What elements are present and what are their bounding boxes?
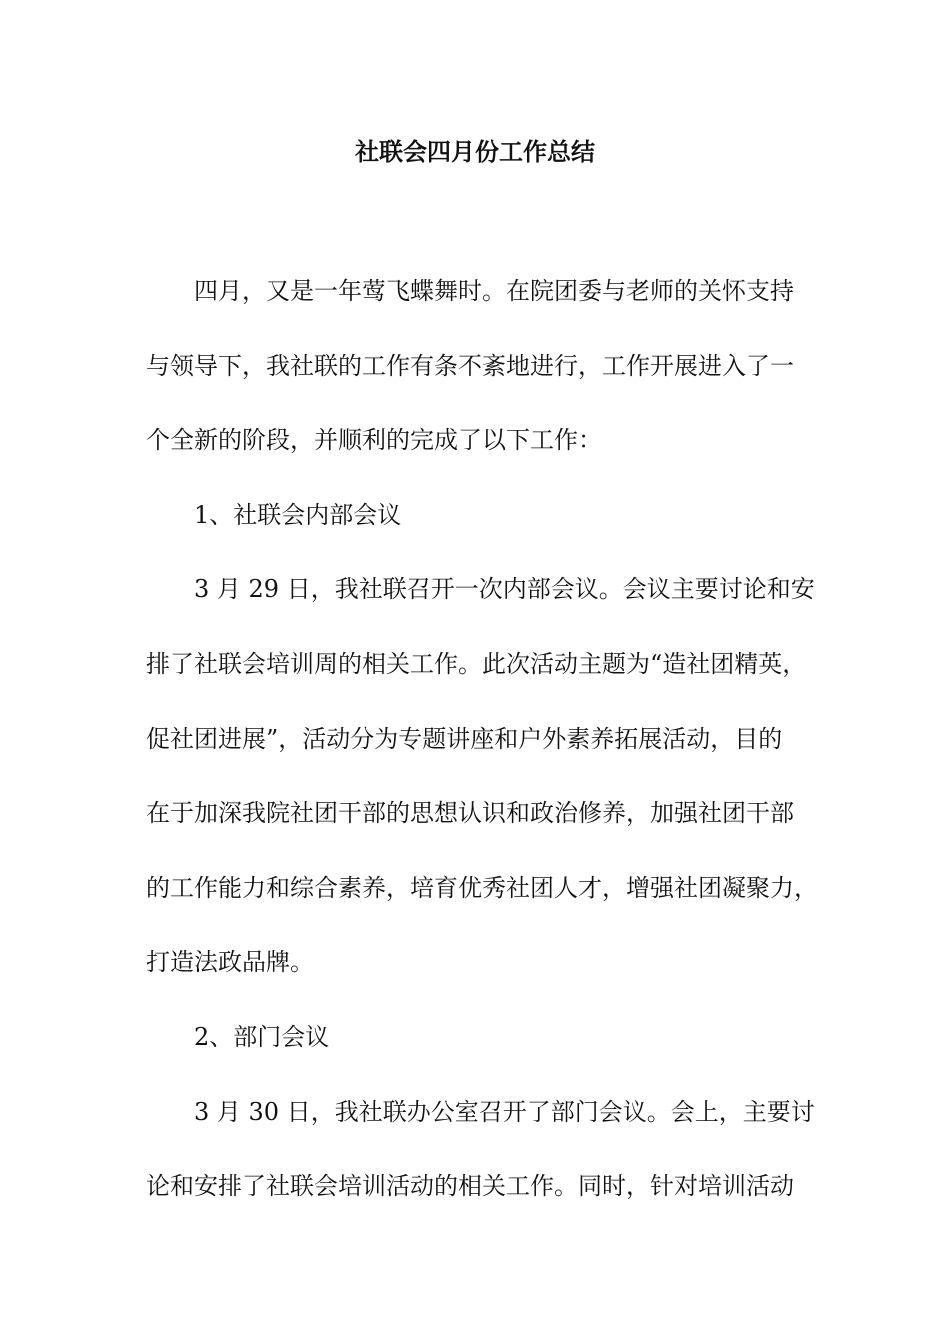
body-line-10: 打造法政品牌。 bbox=[146, 948, 314, 977]
body-line-1: 四月，又是一年莺飞蝶舞时。在院团委与老师的关怀支持 bbox=[194, 277, 794, 305]
body-line-7: 促社团进展”，活动分为专题讲座和户外素养拓展活动，目的 bbox=[146, 724, 783, 753]
section-heading-2: 2、部门会议 bbox=[194, 1022, 330, 1051]
section-heading-1: 1、社联会内部会议 bbox=[194, 500, 402, 529]
body-line-12: 3 月 30 日，我社联办公室召开了部门会议。会上，主要讨 bbox=[194, 1097, 815, 1126]
body-line-3: 个全新的阶段，并顺利的完成了以下工作： bbox=[146, 426, 602, 455]
body-line-5: 3 月 29 日，我社联召开一次内部会议。会议主要讨论和安 bbox=[194, 575, 815, 604]
body-line-8: 在于加深我院社团干部的思想认识和政治修养，加强社团干部 bbox=[146, 799, 794, 828]
document-title: 社联会四月份工作总结 bbox=[355, 137, 595, 166]
body-line-2: 与领导下，我社联的工作有条不紊地进行，工作开展进入了一 bbox=[146, 351, 794, 380]
body-line-13: 论和安排了社联会培训活动的相关工作。同时，针对培训活动 bbox=[146, 1172, 794, 1201]
document-body bbox=[146, 254, 818, 1224]
body-line-6: 排了社联会培训周的相关工作。此次活动主题为“造社团精英， bbox=[146, 649, 807, 678]
body-line-9: 的工作能力和综合素养，培育优秀社团人才，增强社团凝聚力， bbox=[146, 873, 818, 902]
